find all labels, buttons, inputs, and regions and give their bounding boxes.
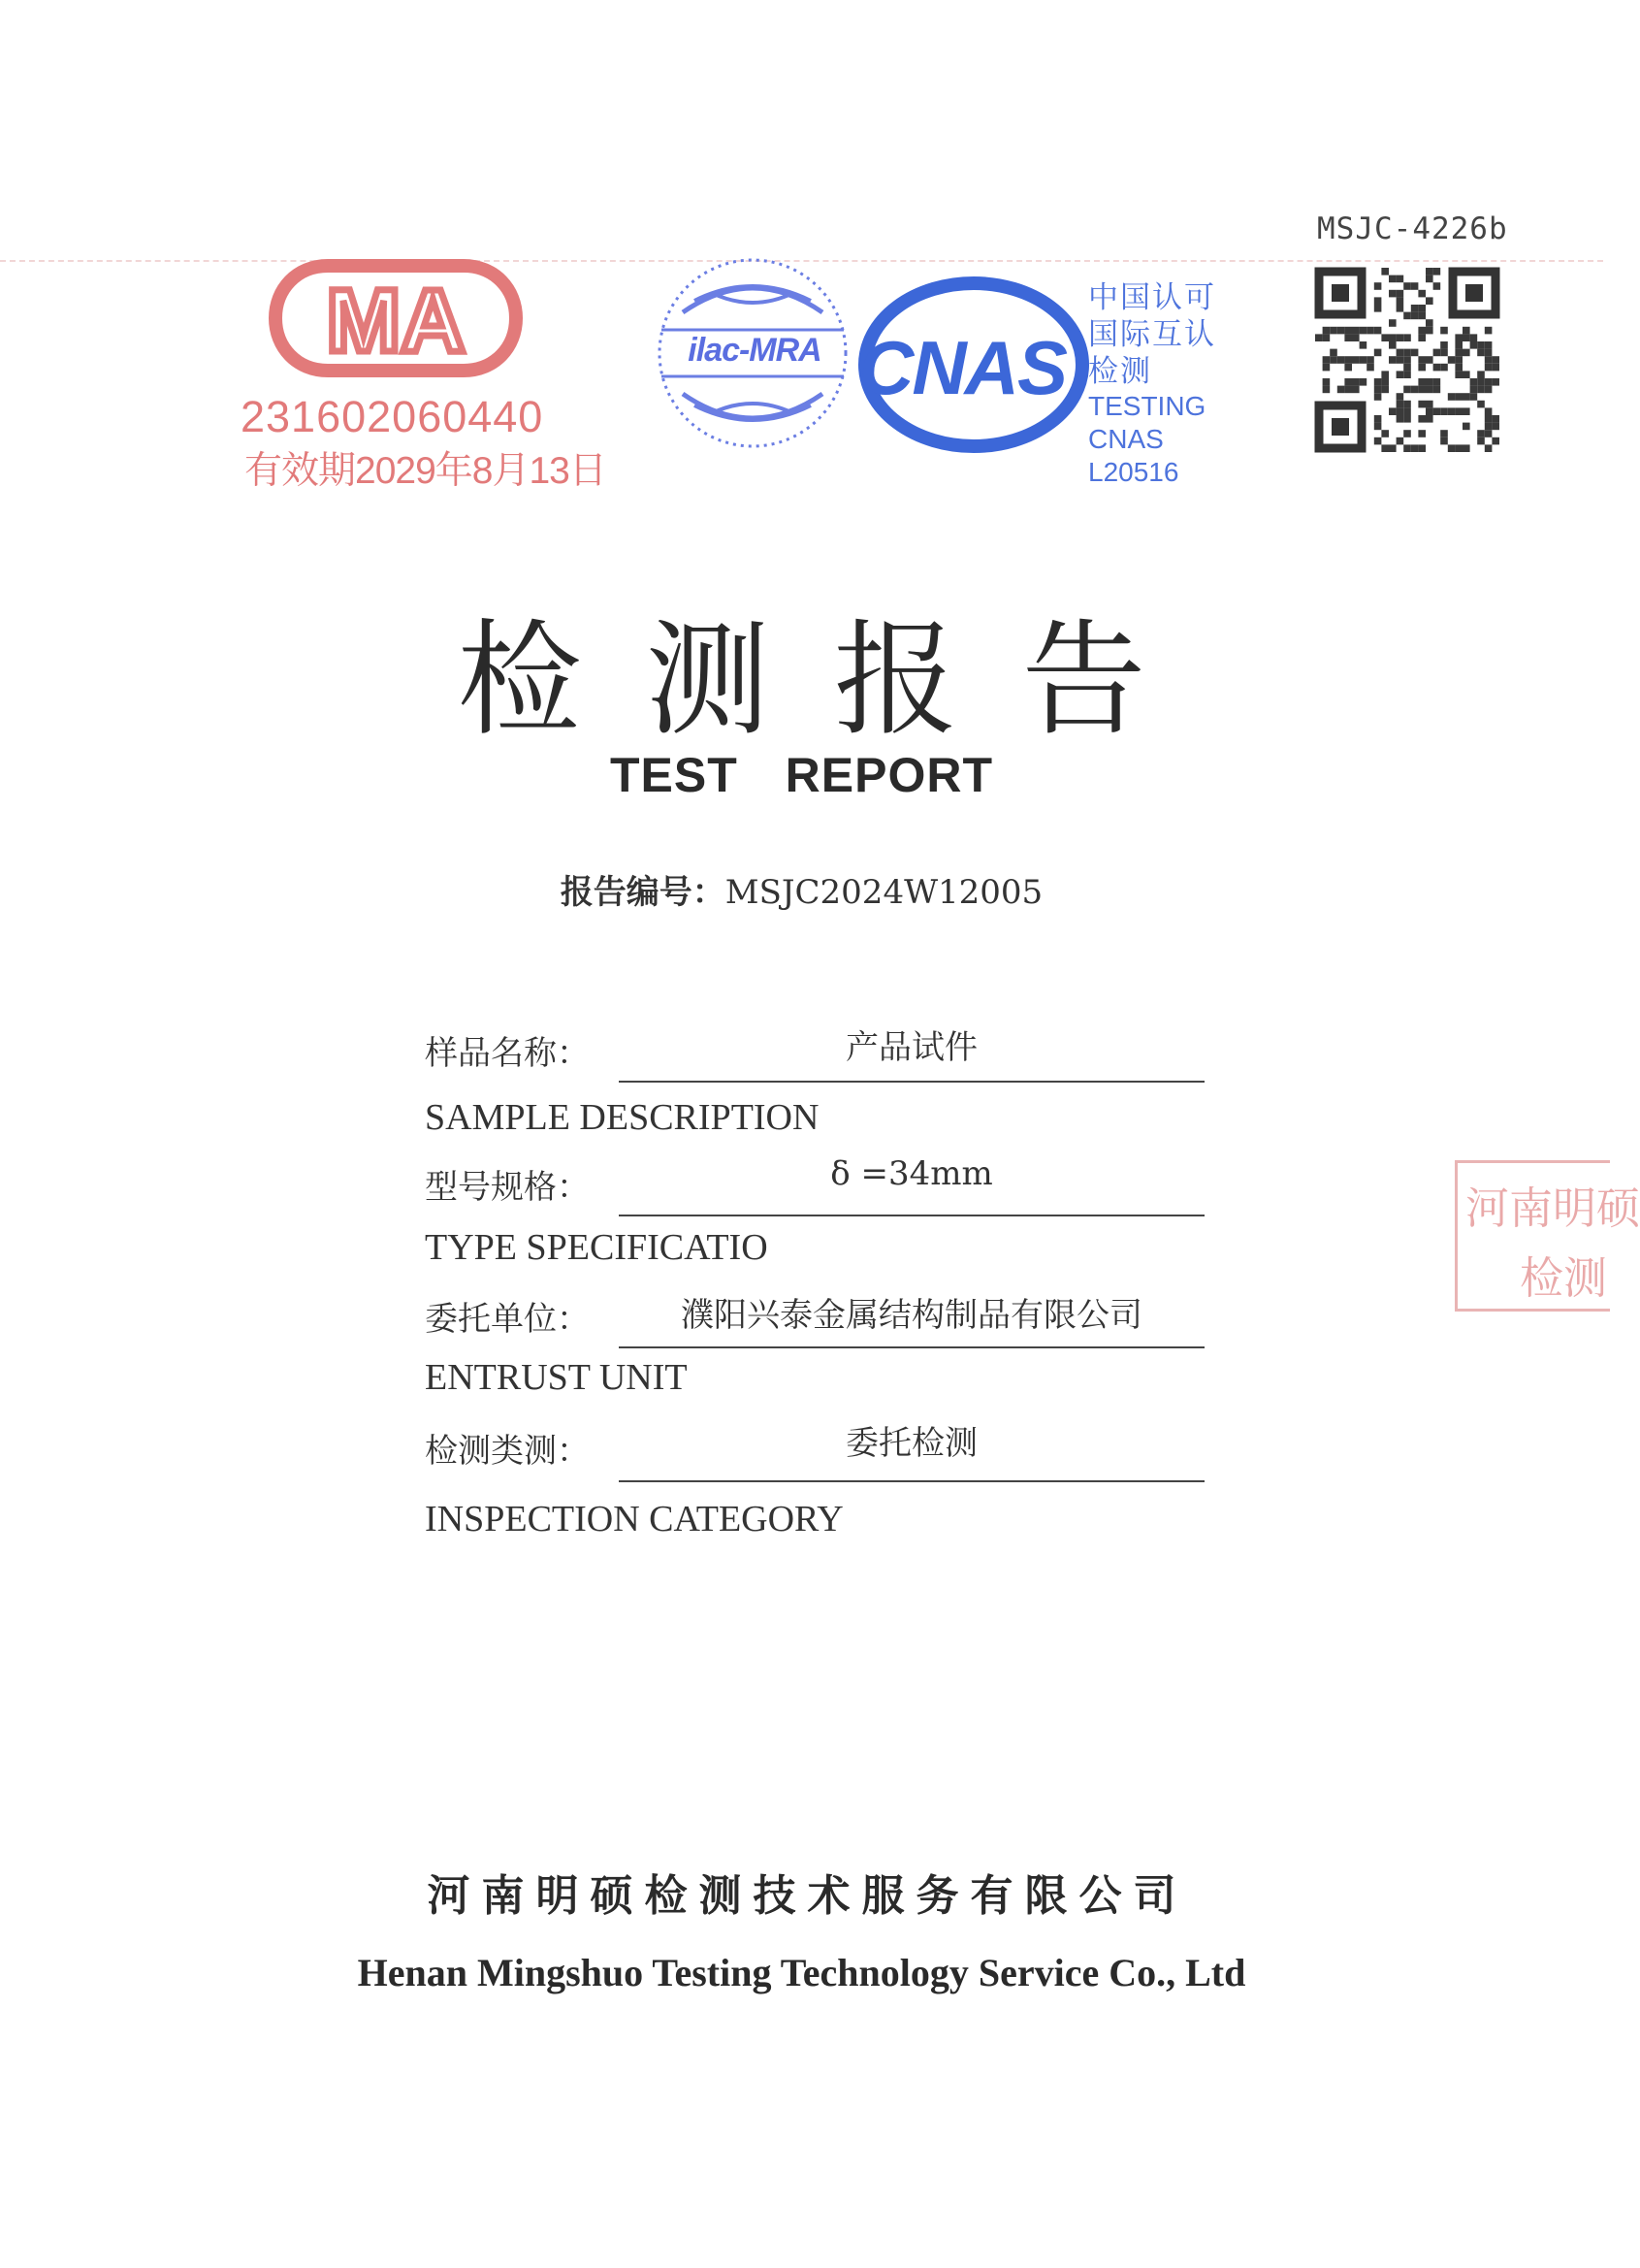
ilac-mra-logo: [654, 254, 852, 452]
sample-value: 产品试件: [846, 1028, 978, 1067]
report-number-label: 报告编号：: [560, 873, 725, 912]
company-seal-stamp: [1455, 1160, 1640, 1312]
report-number: [0, 865, 1603, 913]
cnas-accreditation-label: [1088, 279, 1243, 489]
sample-underline: [619, 1081, 1205, 1083]
entrust-label-cn: 委托单位：: [425, 1300, 590, 1339]
company-name-cn: 河南明硕检测技术服务有限公司: [427, 1871, 1188, 1921]
entrust-value: 濮阳兴泰金属结构制品有限公司: [681, 1296, 1142, 1335]
type-label-en: TYPE SPECIFICATIO: [425, 1227, 768, 1268]
svg-text:MA: MA: [326, 272, 466, 371]
document-code: MSJC-4226b: [1317, 211, 1508, 246]
category-label-cn: 检测类测：: [425, 1432, 590, 1471]
cnas-text: CNAS: [859, 325, 1067, 410]
sample-label-cn: 样品名称：: [425, 1034, 590, 1073]
type-label-cn: 型号规格：: [425, 1168, 590, 1207]
cnas-cn-line1: 中国认可: [1088, 280, 1216, 314]
category-value: 委托检测: [846, 1424, 978, 1463]
cma-mark-icon: [270, 258, 522, 379]
cnas-cn-line3: 检测: [1088, 354, 1152, 388]
cma-seal: [241, 258, 606, 492]
cnas-cn-line2: 国际互认: [1088, 317, 1216, 351]
qr-code-icon[interactable]: [1315, 268, 1499, 452]
company-name-en: Henan Mingshuo Testing Technology Service Co., Ltd: [357, 1951, 1246, 1994]
type-underline: [619, 1215, 1205, 1216]
cnas-en-line2: CNAS L20516: [1088, 424, 1179, 487]
sample-label-en: SAMPLE DESCRIPTION: [425, 1097, 820, 1138]
category-label-en: INSPECTION CATEGORY: [425, 1499, 844, 1539]
cnas-logo: [859, 277, 1092, 452]
category-underline: [619, 1480, 1205, 1482]
report-title-en: TEST REPORT: [609, 748, 994, 802]
seal-line1: 河南明硕: [1465, 1183, 1640, 1234]
seal-line2: 检测: [1520, 1252, 1608, 1304]
cnas-en-line1: TESTING: [1088, 391, 1206, 421]
entrust-underline: [619, 1346, 1205, 1348]
ilac-mra-text: ilac-MRA: [688, 332, 821, 369]
cma-number: 231602060440: [241, 392, 544, 441]
entrust-label-en: ENTRUST UNIT: [425, 1357, 688, 1398]
report-number-value: MSJC2024W12005: [724, 873, 1044, 912]
cma-validity: 有效期2029年8月13日: [244, 450, 606, 492]
report-title-cn: 检测报告: [457, 608, 1210, 753]
type-value: δ =34mm: [830, 1154, 993, 1193]
